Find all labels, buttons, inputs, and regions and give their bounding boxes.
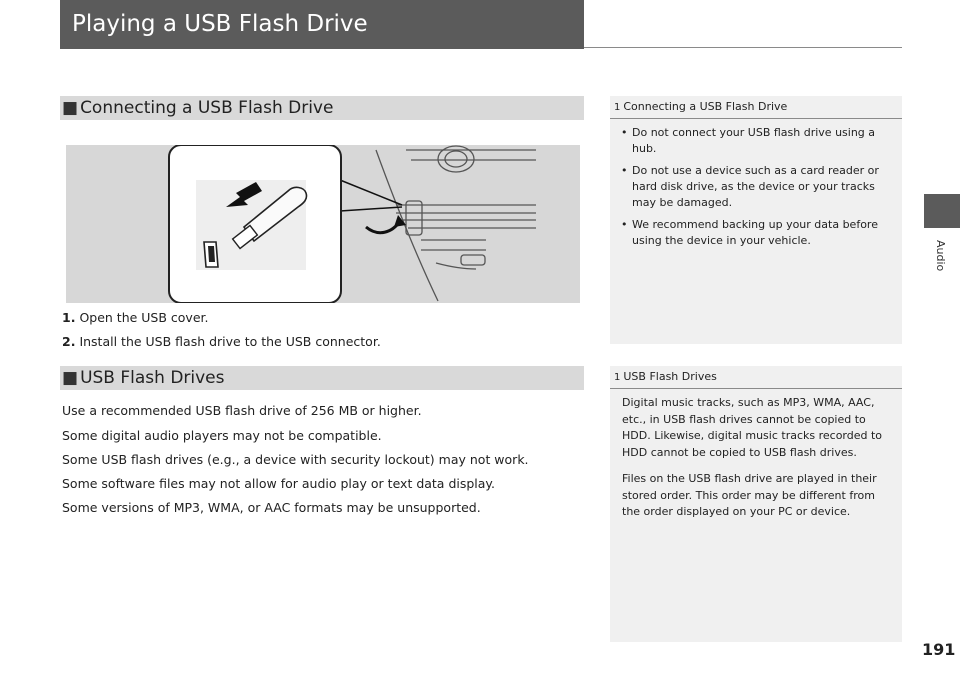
sidebar-paragraph: Digital music tracks, such as MP3, WMA, AAC, etc., in USB flash drives cannot be copied to HDD. Likewise, digital music tracks recorded to HDD cannot be copied to USB flash drives. [622,396,883,459]
callout-line-bottom [340,207,402,211]
body-paragraph: Some versions of MP3, WMA, or AAC formats may be unsupported. [62,500,481,515]
page-title-banner [60,0,584,49]
chapter-tab-label: Audio [934,240,947,272]
usb-connection-illustration [66,145,580,303]
body-paragraph: Some digital audio players may not be compatible. [62,428,382,443]
body-paragraph: Some USB flash drives (e.g., a device with security lockout) may not work. [62,452,529,467]
page-title: Playing a USB Flash Drive [72,11,368,37]
sidebar-bullet: • We recommend backing up your data before using the device in your vehicle. [616,217,892,249]
sidebar-usb-drives-note [610,366,902,642]
sidebar-paragraph: Files on the USB flash drive are played in their stored order. This order may be different from the order displayed on your PC or device. [622,472,877,518]
step-text: Open the USB cover. [79,310,209,325]
section-marker-icon: ■ [62,98,79,118]
step-number: 1. [62,310,76,325]
sidebar-heading-text: Connecting a USB Flash Drive [623,100,788,113]
step-number: 2. [62,334,76,349]
sidebar-bullet-list [610,119,902,249]
section-marker-icon: ■ [62,368,79,388]
sidebar-heading [610,366,902,389]
step-2 [62,334,381,349]
reference-icon: 1 [614,102,621,113]
sidebar-heading-text: USB Flash Drives [623,370,717,383]
body-paragraph: Some software files may not allow for audio play or text data display. [62,476,496,491]
page-number: 191 [922,640,956,659]
usb-drive-diagram [66,145,580,303]
sidebar-bullet: • Do not connect your USB flash drive using a hub. [616,125,892,157]
chapter-tab-marker [924,194,960,228]
header-divider [584,47,902,48]
cover-open-arrowhead [394,215,406,227]
section-heading-text: USB Flash Drives [80,368,225,388]
section-heading-connecting [60,96,584,120]
sidebar-heading [610,96,902,119]
step-text: Install the USB flash drive to the USB connector. [79,334,381,349]
section-heading-usb-drives [60,366,584,390]
step-1 [62,310,209,325]
section-heading-text: Connecting a USB Flash Drive [80,98,334,118]
sidebar-connecting-note [610,96,902,344]
body-paragraph: Use a recommended USB flash drive of 256 MB or higher. [62,403,422,418]
reference-icon: 1 [614,372,621,383]
sidebar-bullet: • Do not use a device such as a card reader or hard disk drive, as the device or your tracks may be damaged. [616,163,892,211]
callout-line-top [340,180,402,205]
usb-port [204,242,218,267]
